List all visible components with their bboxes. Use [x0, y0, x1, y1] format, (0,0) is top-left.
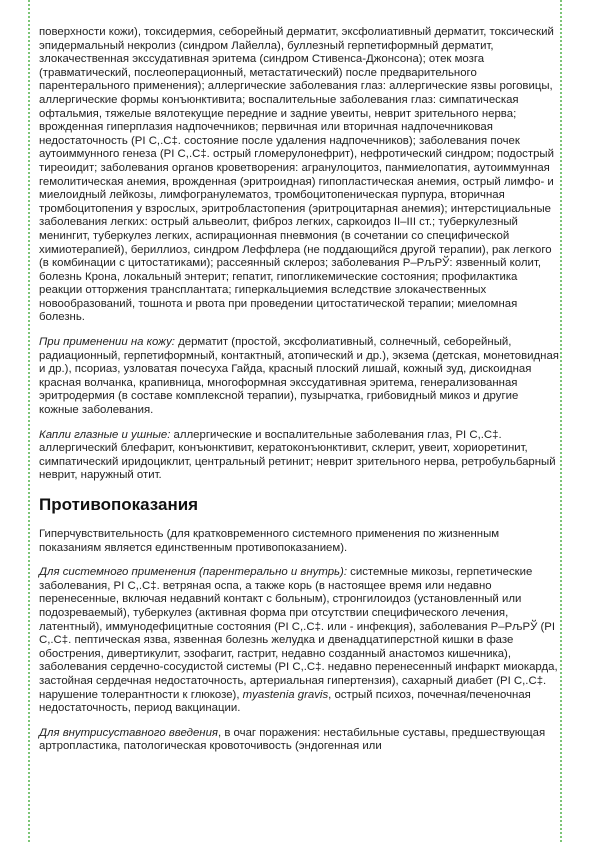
- myasthenia-term: myastenia gravis: [242, 688, 329, 701]
- indications-paragraph: поверхности кожи), токсидермия, себорейный дерматит, эксфолиативный дерматит, токсический эпидермальный некролиз (синдром Лайелла), буллезный герпетиформный дерматит, злокачественная экссудативная эритема (синдром Стивенса-Джонсона); отек мозга (травматический, послеоперационный, метастатический) после предварительного парентерального применения); аллергические заболевания глаз: аллергические язвы роговицы, аллергические формы конъюнктивита; воспалительные заболевания глаз: симпатическая офтальмия, тяжелые вялотекущие передние и задние увеиты, неврит зрительного нерва; врожденная гиперплазия надпочечников; первичная или вторичная надпочечниковая недостаточность (РI С,.С‡. состояние после удаления надпочечников); заболевания почек аутоиммунного генеза (РI С,.С‡. острый гломерулонефрит), нефротический синдром; подострый тиреоидит; заболевания органов кроветворения: агранулоцитоз, панмиелопатия, аутоиммунная гемолитическая анемия, врожденная (эритроидная) гипопластическая анемия, острый лимфо- и миелоидный лейкозы, лимфогранулематоз, тромбоцитопеническая пурпура, вторичная тромбоцитопения у взрослых, эритробластопения (эритроцитарная анемия); интерстициальные заболевания легких: острый альвеолит, фиброз легких, саркоидоз II–III ст.; туберкулезный менингит, туберкулез легких, аспирационная пневмония (в сочетании со специфической химиотерапией), бериллиоз, синдром Леффлера (не поддающийся другой терапии), рак легкого (в комбинации с цитостатиками); рассеянный склероз; заболевания Р–РљРЎ: язвенный колит, болезнь Крона, локальный энтерит; гепатит, гипогликемические состояния; профилактика реакции отторжения трансплантата; гиперкальциемия вследствие злокачественных новообразований, тошнота и рвота при проведении цитостатической терапии; миеломная болезнь.: [39, 26, 554, 324]
- hypersensitivity-paragraph: Гиперчувствительность (для кратковременного системного применения по жизненным показаниям является единственным противопоказанием).: [39, 528, 500, 554]
- skin-application-lead: При применении на кожу:: [39, 336, 175, 349]
- intraarticular-paragraph: [39, 727, 559, 754]
- systemic-use-text-end: , острый психоз, почечная/печеночная недостаточность, период вакцинации.: [39, 688, 531, 715]
- contraindications-heading: Противопоказания: [39, 495, 199, 514]
- eye-ear-drops-lead: Капли глазные и ушные:: [39, 428, 171, 441]
- skin-application-text: дерматит (простой, эксфолиативный, солнечный, себорейный, радиационный, герпетиформный, контактный, атопический и др.), экзема (детская, монетовидная и др.), псориаз, узловатая почесуха Гайда, красный плоский лишай, кожный зуд, дискоидная красная волчанка, крапивница, многоформная экссудативная эритема, генерализованная эритродермия (в составе комплексной терапии), пузырчатка, грибовидный микоз и другие кожные заболевания.: [39, 336, 559, 417]
- systemic-use-lead: Для системного применения (парентерально и внутрь):: [39, 566, 347, 579]
- intraarticular-lead: Для внутрисуставного введения: [39, 726, 218, 739]
- intraarticular-text: , в очаг поражения: нестабильные суставы, предшествующая артропластика, патологическая кровоточивость (эндогенная или: [39, 726, 546, 753]
- systemic-use-text: системные микозы, герпетические заболевания, РI С,.С‡. ветряная оспа, а также корь (в настоящее время или недавно перенесенные, включая недавний контакт с больным), стронгилоидоз (установленный или подозреваемый), туберкулез (активная форма при отсутствии специфического лечения, латентный), иммунодефицитные состояния (РI С,.С‡. или - инфекция), заболевания Р–РљРЎ (РI С,.С‡. пептическая язва, язвенная болезнь желудка и двенадцатиперстной кишки в фазе обострения, дивертикулит, эзофагит, гастрит, недавно созданный анастомоз кишечника), заболевания сердечно-сосудистой системы (РI С,.С‡. недавно перенесенный инфаркт миокарда, застойная сердечная недостаточность, артериальная гипертензия), сахарный диабет (РI С,.С‡. нарушение толерантности к глюкозе),: [39, 566, 558, 701]
- eye-ear-drops-text: аллергические и воспалительные заболевания глаз, РI С,.С‡. аллергический блефарит, конъюнктивит, кератоконъюнктивит, склерит, увеит, хориоретинит, симпатический иридоциклит, центральный ретинит; неврит зрительного нерва, ретробульбарный неврит, наружный отит.: [39, 428, 556, 482]
- right-dotted-border: [560, 0, 562, 842]
- eye-ear-drops-paragraph: [39, 429, 559, 483]
- systemic-use-paragraph: [39, 566, 559, 716]
- skin-application-paragraph: [39, 336, 559, 418]
- document-body: [39, 26, 559, 765]
- left-dotted-border: [28, 0, 30, 842]
